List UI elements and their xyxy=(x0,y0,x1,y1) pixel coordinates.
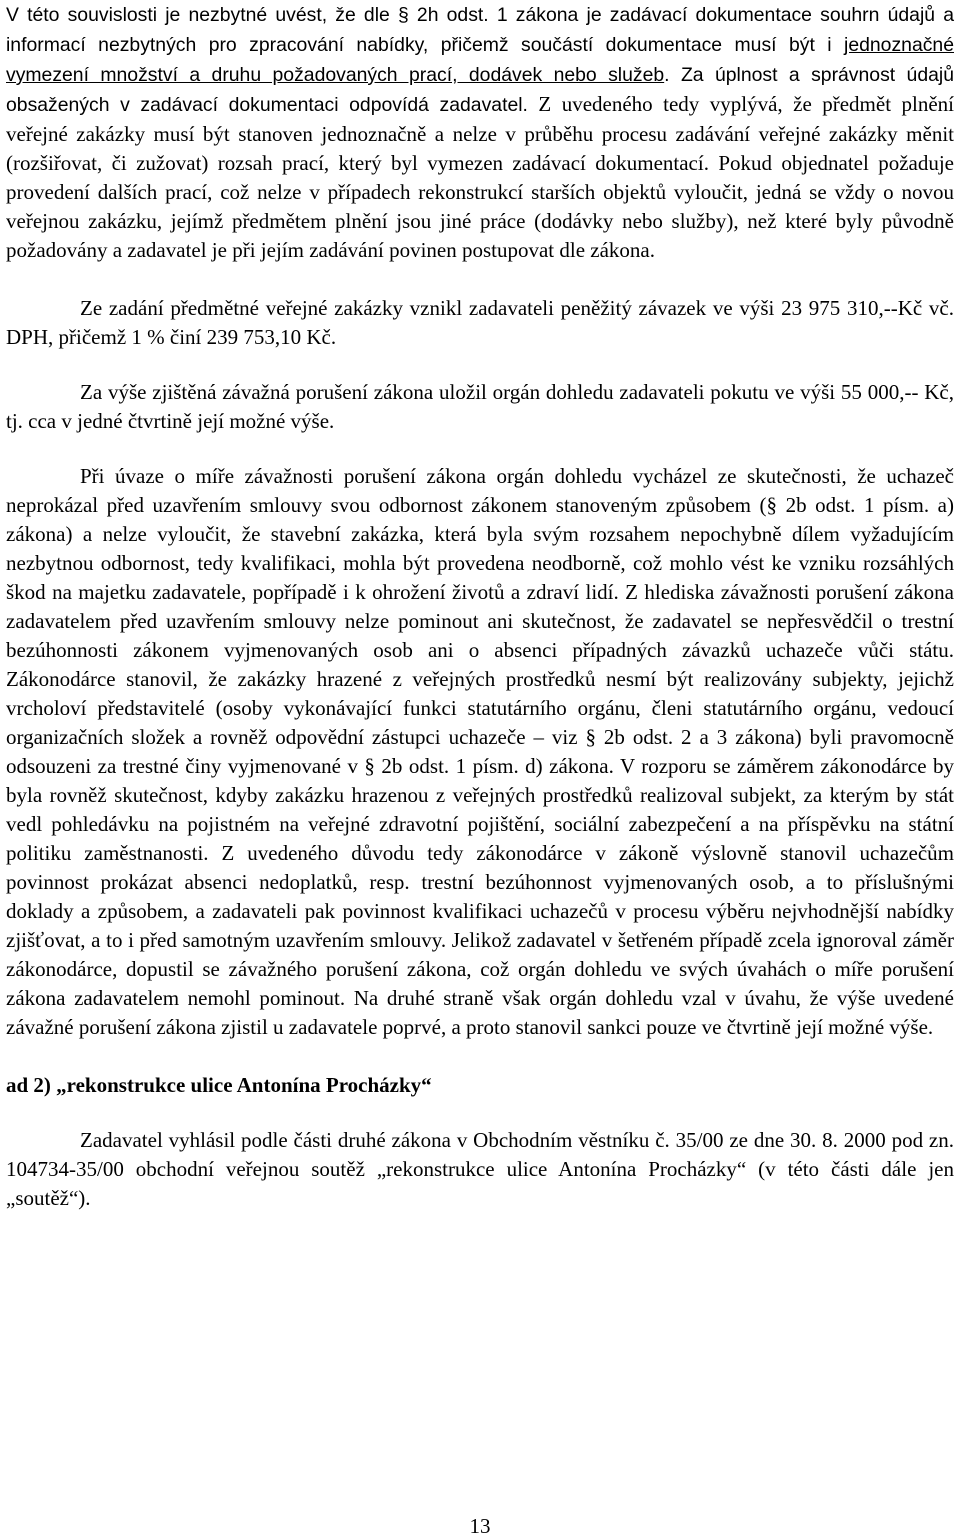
paragraph-tender-documentation xyxy=(6,0,954,265)
paragraph-fine: Za výše zjištěná závažná porušení zákona uložil orgán dohledu zadavateli pokutu ve výši 55 000,-- Kč, tj. cca v jedné čtvrtině její možné výše. xyxy=(6,380,954,433)
page-number: 13 xyxy=(469,1514,491,1538)
underlined-requirement: jednoznačné vymezení množství a druhu požadovaných prací, dodávek nebo služeb xyxy=(6,34,954,86)
paragraph-tender-announcement: Zadavatel vyhlásil podle části druhé zákona v Obchodním věstníku č. 35/00 ze dne 30. 8. 2000 pod zn. 104734-35/00 obchodní veřejnou soutěž „rekonstrukce ulice Antonína Procházky“ (v této části dále jen „soutěž“). xyxy=(6,1128,954,1210)
paragraph-severity-consideration: Při úvaze o míře závažnosti porušení zákona orgán dohledu vycházel ze skutečnosti, že uchazeč neprokázal před uzavřením smlouvy svou odbornost zákonem stanoveným způsobem (§ 2b odst. 1 písm. a) zákona) a nelze vyloučit, že stavební zakázka, která byla svým rozsahem nepochybně dílem vyžadujícím nezbytnou odbornost, tedy kvalifikaci, mohla být provedena neodborně, což mohlo vést ke vzniku rozsáhlých škod na majetku zadavatele, popřípadě i k ohrožení životů a zdraví lidí. Z hlediska závažnosti porušení zákona zadavatelem před uzavřením smlouvy nelze pominout ani skutečnost, že zadavatel se nepřesvědčil o trestní bezúhonnosti zákonem vyjmenovaných osob ani o absenci případných závazků uchazeče vůči státu. Zákonodárce stanovil, že zakázky hrazené z veřejných prostředků nesmí být realizovány subjekty, jejichž vrcholoví představitelé (osoby vykonávající funkci statutárního orgánu, členi statutárního orgánu, vedoucí organizačních složek a rovněž odpovědní zástupci uchazeče – viz § 2b odst. 2 a 3 zákona) byli pravomocně odsouzeni za trestné činy vyjmenované v § 2b odst. 1 písm. d) zákona. V rozporu se záměrem zákonodárce by byla rovněž skutečnost, kdyby zakázku hrazenou z veřejných prostředků realizoval subjekt, za kterým by stát vedl pohledávku na pojistném na veřejné zdravotní pojištění, sociální zabezpečení a na příspěvku na státní politiku zaměstnanosti. Z uvedeného důvodu tedy zákonodárce v zákoně výslovně stanovil uchazečům povinnost prokázat absenci nedoplatků, resp. trestní bezúhonnost vyjmenovaných osob, a to příslušnými doklady a způsobem, a zadavateli pak povinnost kvalifikaci uchazečů v procesu výběru nejvhodnější nabídky zjišťovat, a to i před samotným uzavřením smlouvy. Jelikož zadavatel v šetřeném případě zcela ignoroval záměr zákonodárce, dopustil se závažného porušení zákona, což orgán dohledu ve svých úvahách o míře porušení zákona zadavatelem nemohl pominout. Na druhé straně však orgán dohledu vzal v úvahu, že výše uvedené závažné porušení zákona zjistil u zadavatele poprvé, a proto stanovil sankci pouze ve čtvrtině její možné výše. xyxy=(6,464,954,1039)
section-heading: ad 2) „rekonstrukce ulice Antonína Procházky“ xyxy=(6,1073,432,1097)
document-page xyxy=(6,0,954,1213)
paragraph-obligation-amount: Ze zadání předmětné veřejné zakázky vznikl zadavateli peněžitý závazek ve výši 23 975 310,--Kč vč. DPH, přičemž 1 % činí 239 753,10 Kč. xyxy=(6,296,954,349)
paragraph-text: Z uvedeného tedy vyplývá, že předmět plnění veřejné zakázky musí být stanoven jednoznačně a nelze v průběhu procesu zadávání veřejné zakázky měnit (rozšiřovat, či zužovat) rozsah prací, který byl vymezen zadávací dokumentací. Pokud objednatel požaduje provedení dalších prací, což nelze v případech rekonstrukcí starších objektů vyloučit, jedná se vždy o novou veřejnou zakázku, jejímž předmětem plnění jsou jiné práce (dodávky nebo služby), než které byly původně požadovány a zadavatel je při jejím zadávání povinen postupovat dle zákona. xyxy=(6,92,954,262)
quoted-law-text-end: . Za úplnost a správnost údajů obsažených v zadávací dokumentaci odpovídá zadavatel. xyxy=(6,64,954,116)
quoted-law-text: V této souvislosti je nezbytné uvést, že dle § 2h odst. 1 zákona je zadávací dokumentace souhrn údajů a informací nezbytných pro zpracování nabídky, přičemž součástí dokumentace musí být i xyxy=(6,4,954,56)
